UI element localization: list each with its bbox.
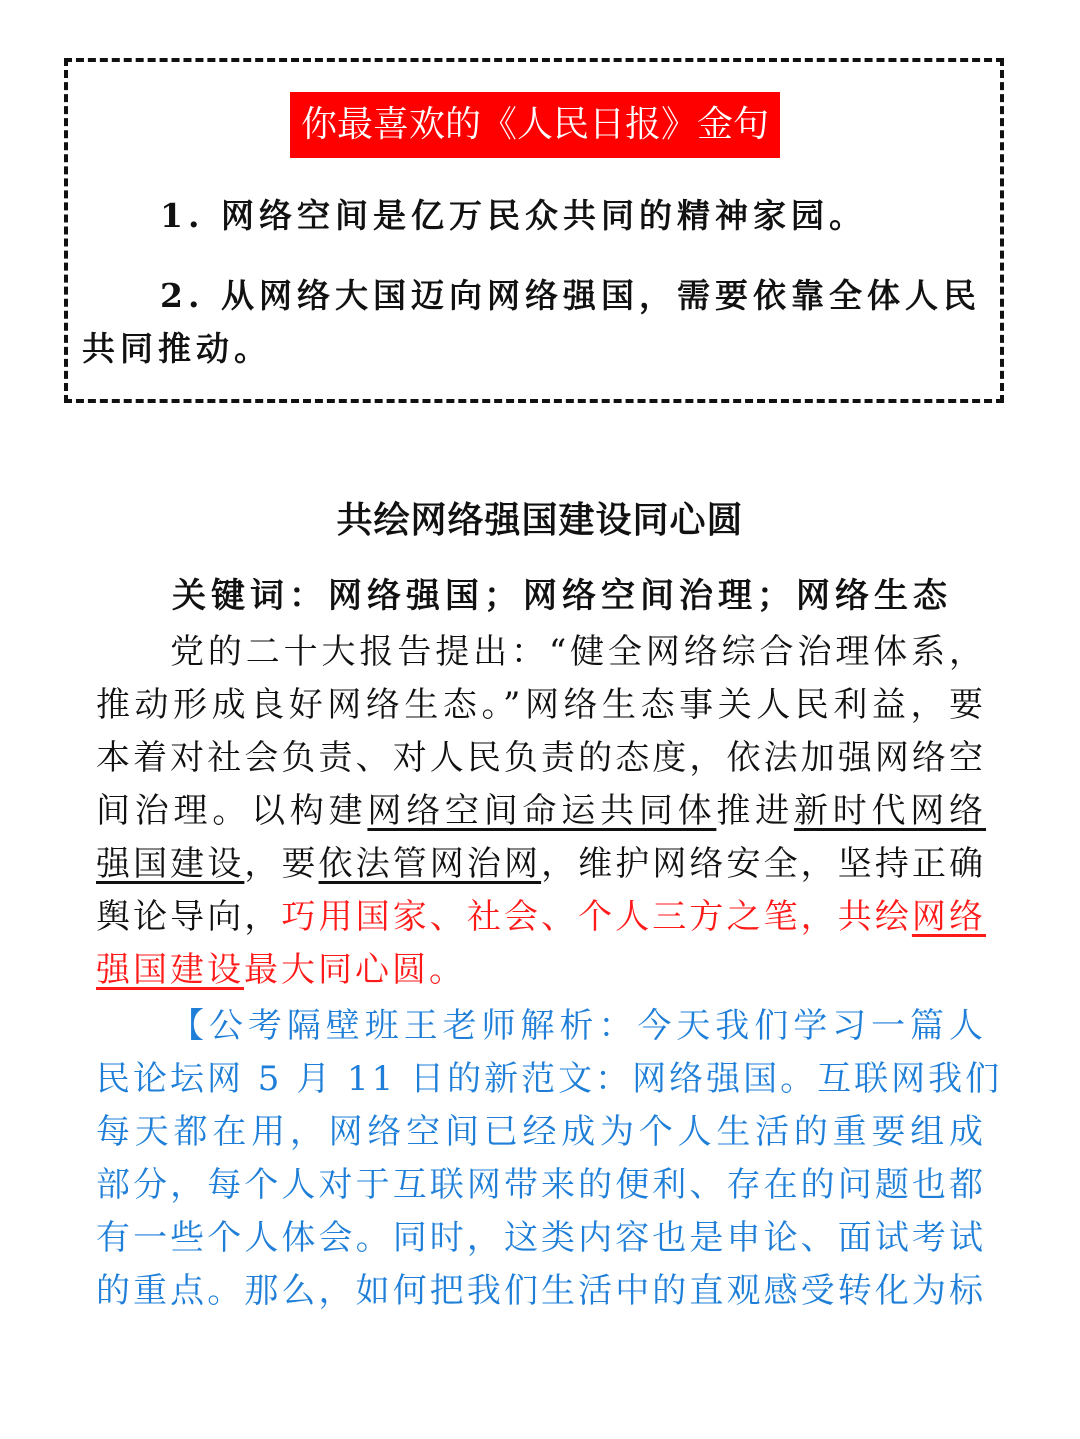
keywords: 关键词：网络强国；网络空间治理；网络生态 — [172, 576, 952, 616]
text-segment: 间治理。以构建 — [96, 791, 368, 831]
underlined-phrase: 新时代网络 — [793, 791, 987, 831]
underlined-phrase: 网络空间命运共同体 — [367, 791, 717, 831]
text-segment: ，维护网络安全，坚持正确 — [541, 844, 987, 884]
highlight-red: 巧用国家、社会、个人三方之笔，共绘 — [281, 897, 912, 937]
analysis-line: 的重点。那么，如何把我们生活中的直观感受转化为标 — [96, 1271, 986, 1311]
paragraph1-line: 推动形成良好网络生态。”网络生态事关人民利益，要 — [96, 685, 986, 725]
analysis-line: 部分，每个人对于互联网带来的便利、存在的问题也都 — [96, 1165, 986, 1205]
quote-item-1: 1. 网络空间是亿万民众共同的精神家园。 — [160, 196, 867, 235]
analysis-line: 【公考隔壁班王老师解析：今天我们学习一篇人 — [170, 1006, 986, 1046]
paragraph1-line — [96, 783, 986, 832]
underlined-phrase: 依法管网治网 — [318, 844, 542, 884]
underlined-phrase: 强国建设 — [96, 844, 245, 884]
analysis-line: 每天都在用，网络空间已经成为个人生活的重要组成 — [96, 1112, 986, 1152]
paragraph1-line: 本着对社会负责、对人民负责的态度，依法加强网络空 — [96, 738, 986, 778]
highlight-red-underlined: 强国建设 — [96, 950, 244, 990]
highlight-red: 最大同心圆。 — [244, 950, 466, 990]
analysis-line: 有一些个人体会。同时，这类内容也是申论、面试考试 — [96, 1218, 986, 1258]
paragraph1-line — [96, 889, 986, 938]
paragraph1-line: 党的二十大报告提出：“健全网络综合治理体系， — [170, 632, 986, 672]
quote-item-2-line1: 2. 从网络大国迈向网络强国，需要依靠全体人民 — [160, 276, 981, 315]
highlight-red-underlined: 网络 — [911, 897, 987, 937]
quote-item-2-line2: 共同推动。 — [82, 329, 272, 368]
text-segment: 推进 — [716, 791, 794, 831]
article-title: 共绘网络强国建设同心圆 — [336, 499, 744, 541]
paragraph1-line — [96, 942, 986, 991]
quote-header: 你最喜欢的《人民日报》金句 — [290, 92, 780, 158]
analysis-line: 民论坛网 5 月 11 日的新范文：网络强国。互联网我们 — [96, 1059, 1003, 1099]
text-segment: 舆论导向， — [96, 897, 282, 937]
text-segment: ，要 — [244, 844, 319, 884]
paragraph1-line — [96, 836, 986, 885]
